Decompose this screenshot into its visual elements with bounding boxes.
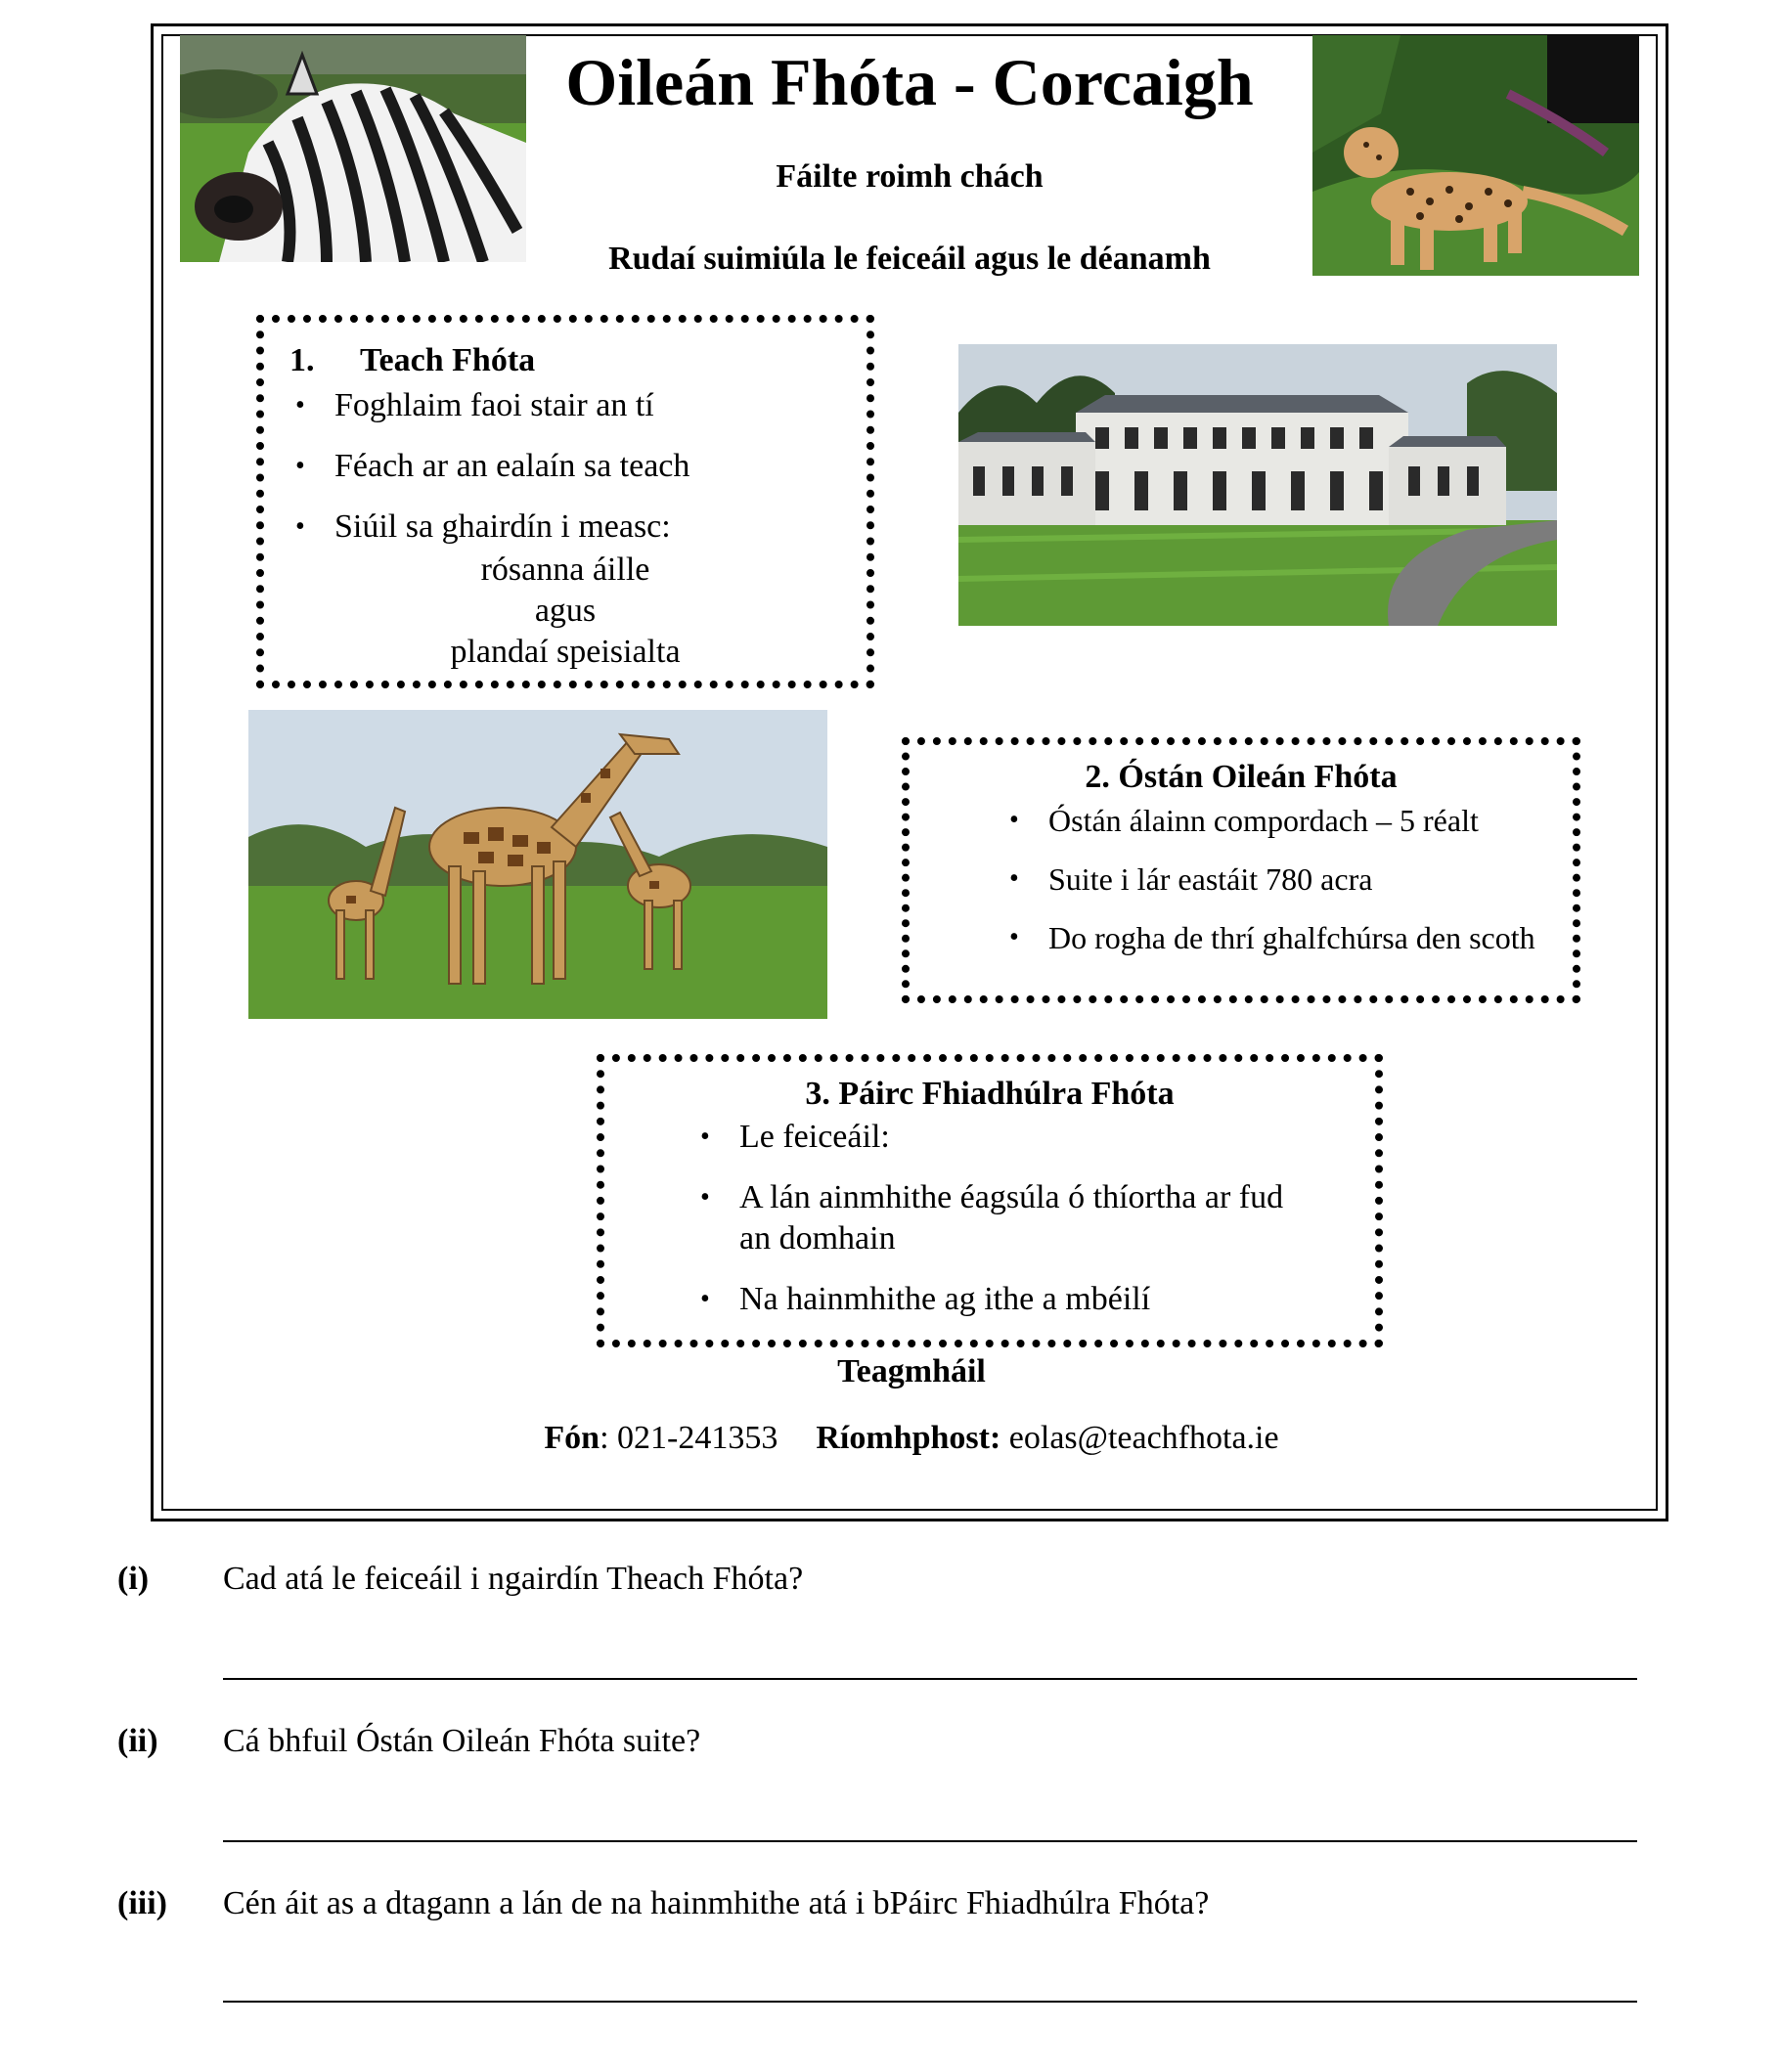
- bullet-icon: •: [1009, 922, 1019, 952]
- section2-list: [1009, 800, 1535, 958]
- answer-line[interactable]: [223, 1840, 1637, 1842]
- bullet-icon: •: [295, 451, 305, 481]
- section1-number: 1.: [289, 342, 315, 378]
- bullet-icon: •: [1009, 863, 1019, 894]
- phone-label: Fón: [544, 1420, 600, 1456]
- answer-line[interactable]: [223, 1678, 1637, 1680]
- poster-title: Oileán Fhóta - Corcaigh: [565, 45, 1254, 119]
- zebra-photo: [180, 35, 526, 262]
- bullet-icon: •: [295, 511, 305, 542]
- list-item: • Do rogha de thrí ghalfchúrsa den scoth: [1048, 917, 1535, 958]
- answer-line[interactable]: [223, 2001, 1637, 2003]
- section1-list: [295, 385, 690, 548]
- bullet-icon: •: [700, 1122, 710, 1152]
- list-item: • Féach ar an ealaín sa teach: [334, 446, 689, 487]
- question-number: (i): [117, 1561, 150, 1597]
- list-item: • Foghlaim faoi stair an tí: [334, 385, 689, 426]
- welcome-text: Fáilte roimh chách: [776, 158, 1044, 195]
- list-item: • Óstán álainn compordach – 5 réalt: [1048, 800, 1535, 841]
- section3-box: [597, 1054, 1383, 1347]
- giraffes-photo: [248, 710, 827, 1019]
- tagline-text: Rudaí suimiúla le feiceáil agus le déanamh: [608, 241, 1211, 277]
- question-text: Cén áit as a dtagann a lán de na hainmhithe atá i bPáirc Fhiadhúlra Fhóta?: [223, 1885, 1210, 1921]
- list-item: • Suite i lár eastáit 780 acra: [1048, 859, 1535, 900]
- garden-line: agus: [534, 593, 597, 629]
- section2-box: [902, 737, 1580, 1003]
- email-label: Ríomhphost:: [816, 1420, 1001, 1456]
- section3-heading: 3. Páirc Fhiadhúlra Fhóta: [805, 1076, 1175, 1112]
- list-item: • Na hainmhithe ag ithe a mbéilí: [739, 1279, 1283, 1320]
- fota-house-photo: [958, 344, 1557, 626]
- section3-list: [700, 1117, 1284, 1320]
- section1-heading: [289, 342, 535, 379]
- garden-list: [264, 550, 867, 673]
- garden-line: rósanna áille: [480, 551, 650, 588]
- phone-number: 021-241353: [617, 1420, 778, 1456]
- contact-details: [0, 1420, 1778, 1457]
- garden-line: plandaí speisialta: [450, 634, 681, 670]
- question-number: (iii): [117, 1885, 167, 1921]
- section1-box: [256, 315, 874, 688]
- cheetah-photo: [1312, 35, 1639, 276]
- section2-heading: 2. Óstán Oileán Fhóta: [1085, 759, 1398, 795]
- phone-separator: :: [600, 1420, 618, 1456]
- list-item: • Le feiceáil:: [739, 1117, 1283, 1158]
- question-number: (ii): [117, 1723, 158, 1759]
- section1-title: Teach Fhóta: [360, 342, 536, 378]
- list-item: • Siúil sa ghairdín i measc:: [334, 507, 689, 548]
- list-item-continuation: an domhain: [739, 1220, 896, 1256]
- contact-heading: Teagmháil: [837, 1353, 986, 1389]
- bullet-icon: •: [1009, 805, 1019, 835]
- list-item: • A lán ainmhithe éagsúla ó thíortha ar fud an domhain: [700, 1179, 1284, 1256]
- email-address[interactable]: eolas@teachfhota.ie: [1008, 1420, 1279, 1456]
- question-text: Cá bhfuil Óstán Oileán Fhóta suite?: [223, 1723, 701, 1759]
- question-text: Cad atá le feiceáil i ngairdín Theach Fhóta?: [223, 1561, 804, 1597]
- bullet-icon: •: [700, 1284, 710, 1314]
- bullet-icon: •: [295, 390, 305, 420]
- bullet-icon: •: [700, 1182, 710, 1212]
